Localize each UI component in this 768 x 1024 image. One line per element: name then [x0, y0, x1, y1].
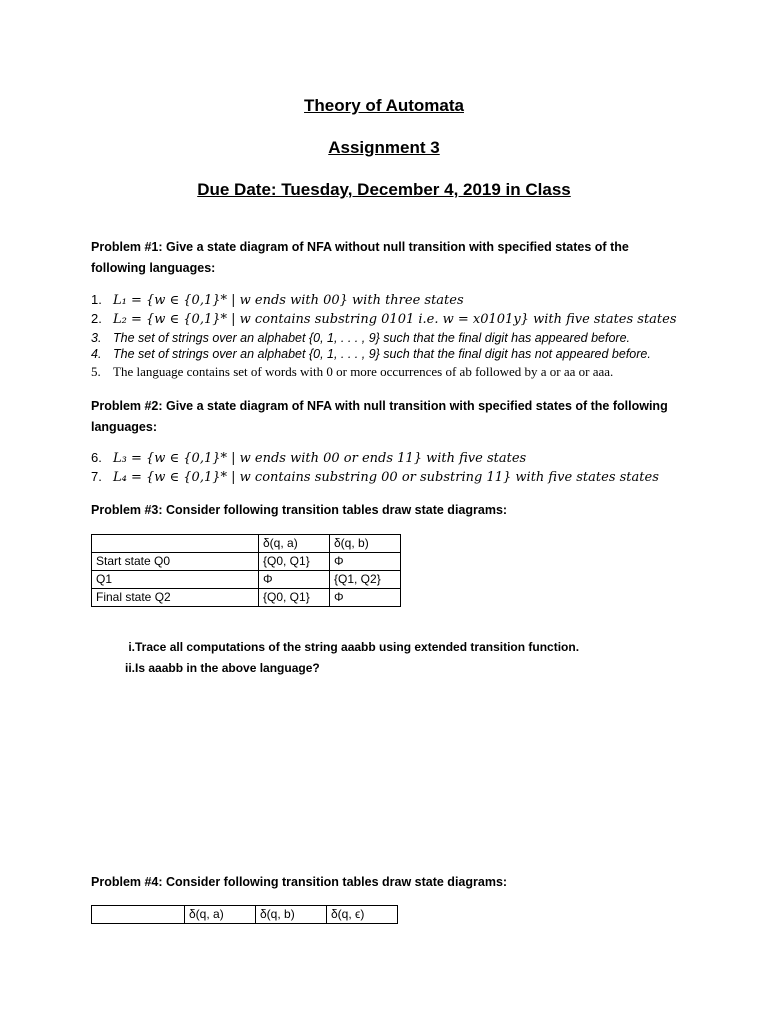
table-header-cell	[92, 906, 185, 924]
table-row	[92, 553, 401, 571]
item-number: 3.	[91, 331, 102, 345]
list-item	[91, 347, 651, 361]
document-title: Theory of Automata	[304, 96, 464, 115]
assignment-heading: Assignment 3	[328, 138, 440, 157]
problem-1-intro: Problem #1: Give a state diagram of NFA without null transition with specified states of the following languages:	[91, 240, 629, 275]
question-number: i.	[128, 640, 135, 654]
table-cell: Φ	[330, 589, 401, 607]
item-text: The language contains set of words with 0 or more occurrences of ab followed by a or aa or aaa.	[113, 364, 614, 379]
problem-2-intro: Problem #2: Give a state diagram of NFA with null transition with specified states of the following languages:	[91, 399, 668, 434]
item-number: 1.	[91, 292, 102, 307]
table-cell: {Q0, Q1}	[259, 553, 330, 571]
table-header-cell	[92, 535, 259, 553]
question-text: Trace all computations of the string aaabb using extended transition function.	[135, 640, 580, 654]
table-cell: Φ	[330, 553, 401, 571]
table-row	[92, 589, 401, 607]
table-cell: {Q1, Q2}	[330, 571, 401, 589]
table-header-row	[92, 906, 398, 924]
item-text: L₂ = {w ∈ {0,1}* | w contains substring 0101 i.e. w = x0101y} with five states states	[113, 312, 677, 327]
table-row	[92, 571, 401, 589]
table-cell: Start state Q0	[92, 553, 259, 571]
question-item	[91, 661, 320, 675]
table-cell: Φ	[259, 571, 330, 589]
item-number: 2.	[91, 311, 102, 326]
table-header-cell: δ(q, b)	[256, 906, 327, 924]
item-text: The set of strings over an alphabet {0, 1, . . . , 9} such that the final digit has not appeared before.	[113, 347, 651, 361]
transition-table-1	[91, 534, 401, 607]
problem-4-intro: Problem #4: Consider following transition tables draw state diagrams:	[91, 875, 508, 889]
table-header-cell: δ(q, ϵ)	[327, 906, 398, 924]
problem-3-intro: Problem #3: Consider following transition tables draw state diagrams:	[91, 503, 508, 517]
table-cell: {Q0, Q1}	[259, 589, 330, 607]
list-item	[91, 364, 613, 380]
item-text: L₃ = {w ∈ {0,1}* | w ends with 00 or ends 11} with five states	[113, 451, 527, 466]
question-text: Is aaabb in the above language?	[135, 661, 320, 675]
list-item	[91, 331, 630, 345]
transition-table-2	[91, 905, 398, 924]
item-text: L₁ = {w ∈ {0,1}* | w ends with 00} with three states	[113, 293, 464, 308]
question-item	[91, 640, 580, 654]
table-cell: Final state Q2	[92, 589, 259, 607]
item-number: 4.	[91, 347, 102, 361]
item-number: 5.	[91, 364, 101, 379]
table-header-cell: δ(q, b)	[330, 535, 401, 553]
table-header-cell: δ(q, a)	[185, 906, 256, 924]
table-header-row	[92, 535, 401, 553]
item-text: L₄ = {w ∈ {0,1}* | w contains substring 00 or substring 11} with five states states	[113, 470, 659, 485]
table-cell: Q1	[92, 571, 259, 589]
item-number: 7.	[91, 469, 102, 484]
question-number: ii.	[124, 661, 135, 675]
list-item	[91, 450, 526, 466]
list-item	[91, 469, 659, 485]
list-item	[91, 311, 677, 327]
item-number: 6.	[91, 450, 102, 465]
list-item	[91, 292, 464, 308]
item-text: The set of strings over an alphabet {0, 1, . . . , 9} such that the final digit has appeared before.	[113, 331, 630, 345]
table-header-cell: δ(q, a)	[259, 535, 330, 553]
due-date-heading: Due Date: Tuesday, December 4, 2019 in Class	[197, 180, 571, 199]
